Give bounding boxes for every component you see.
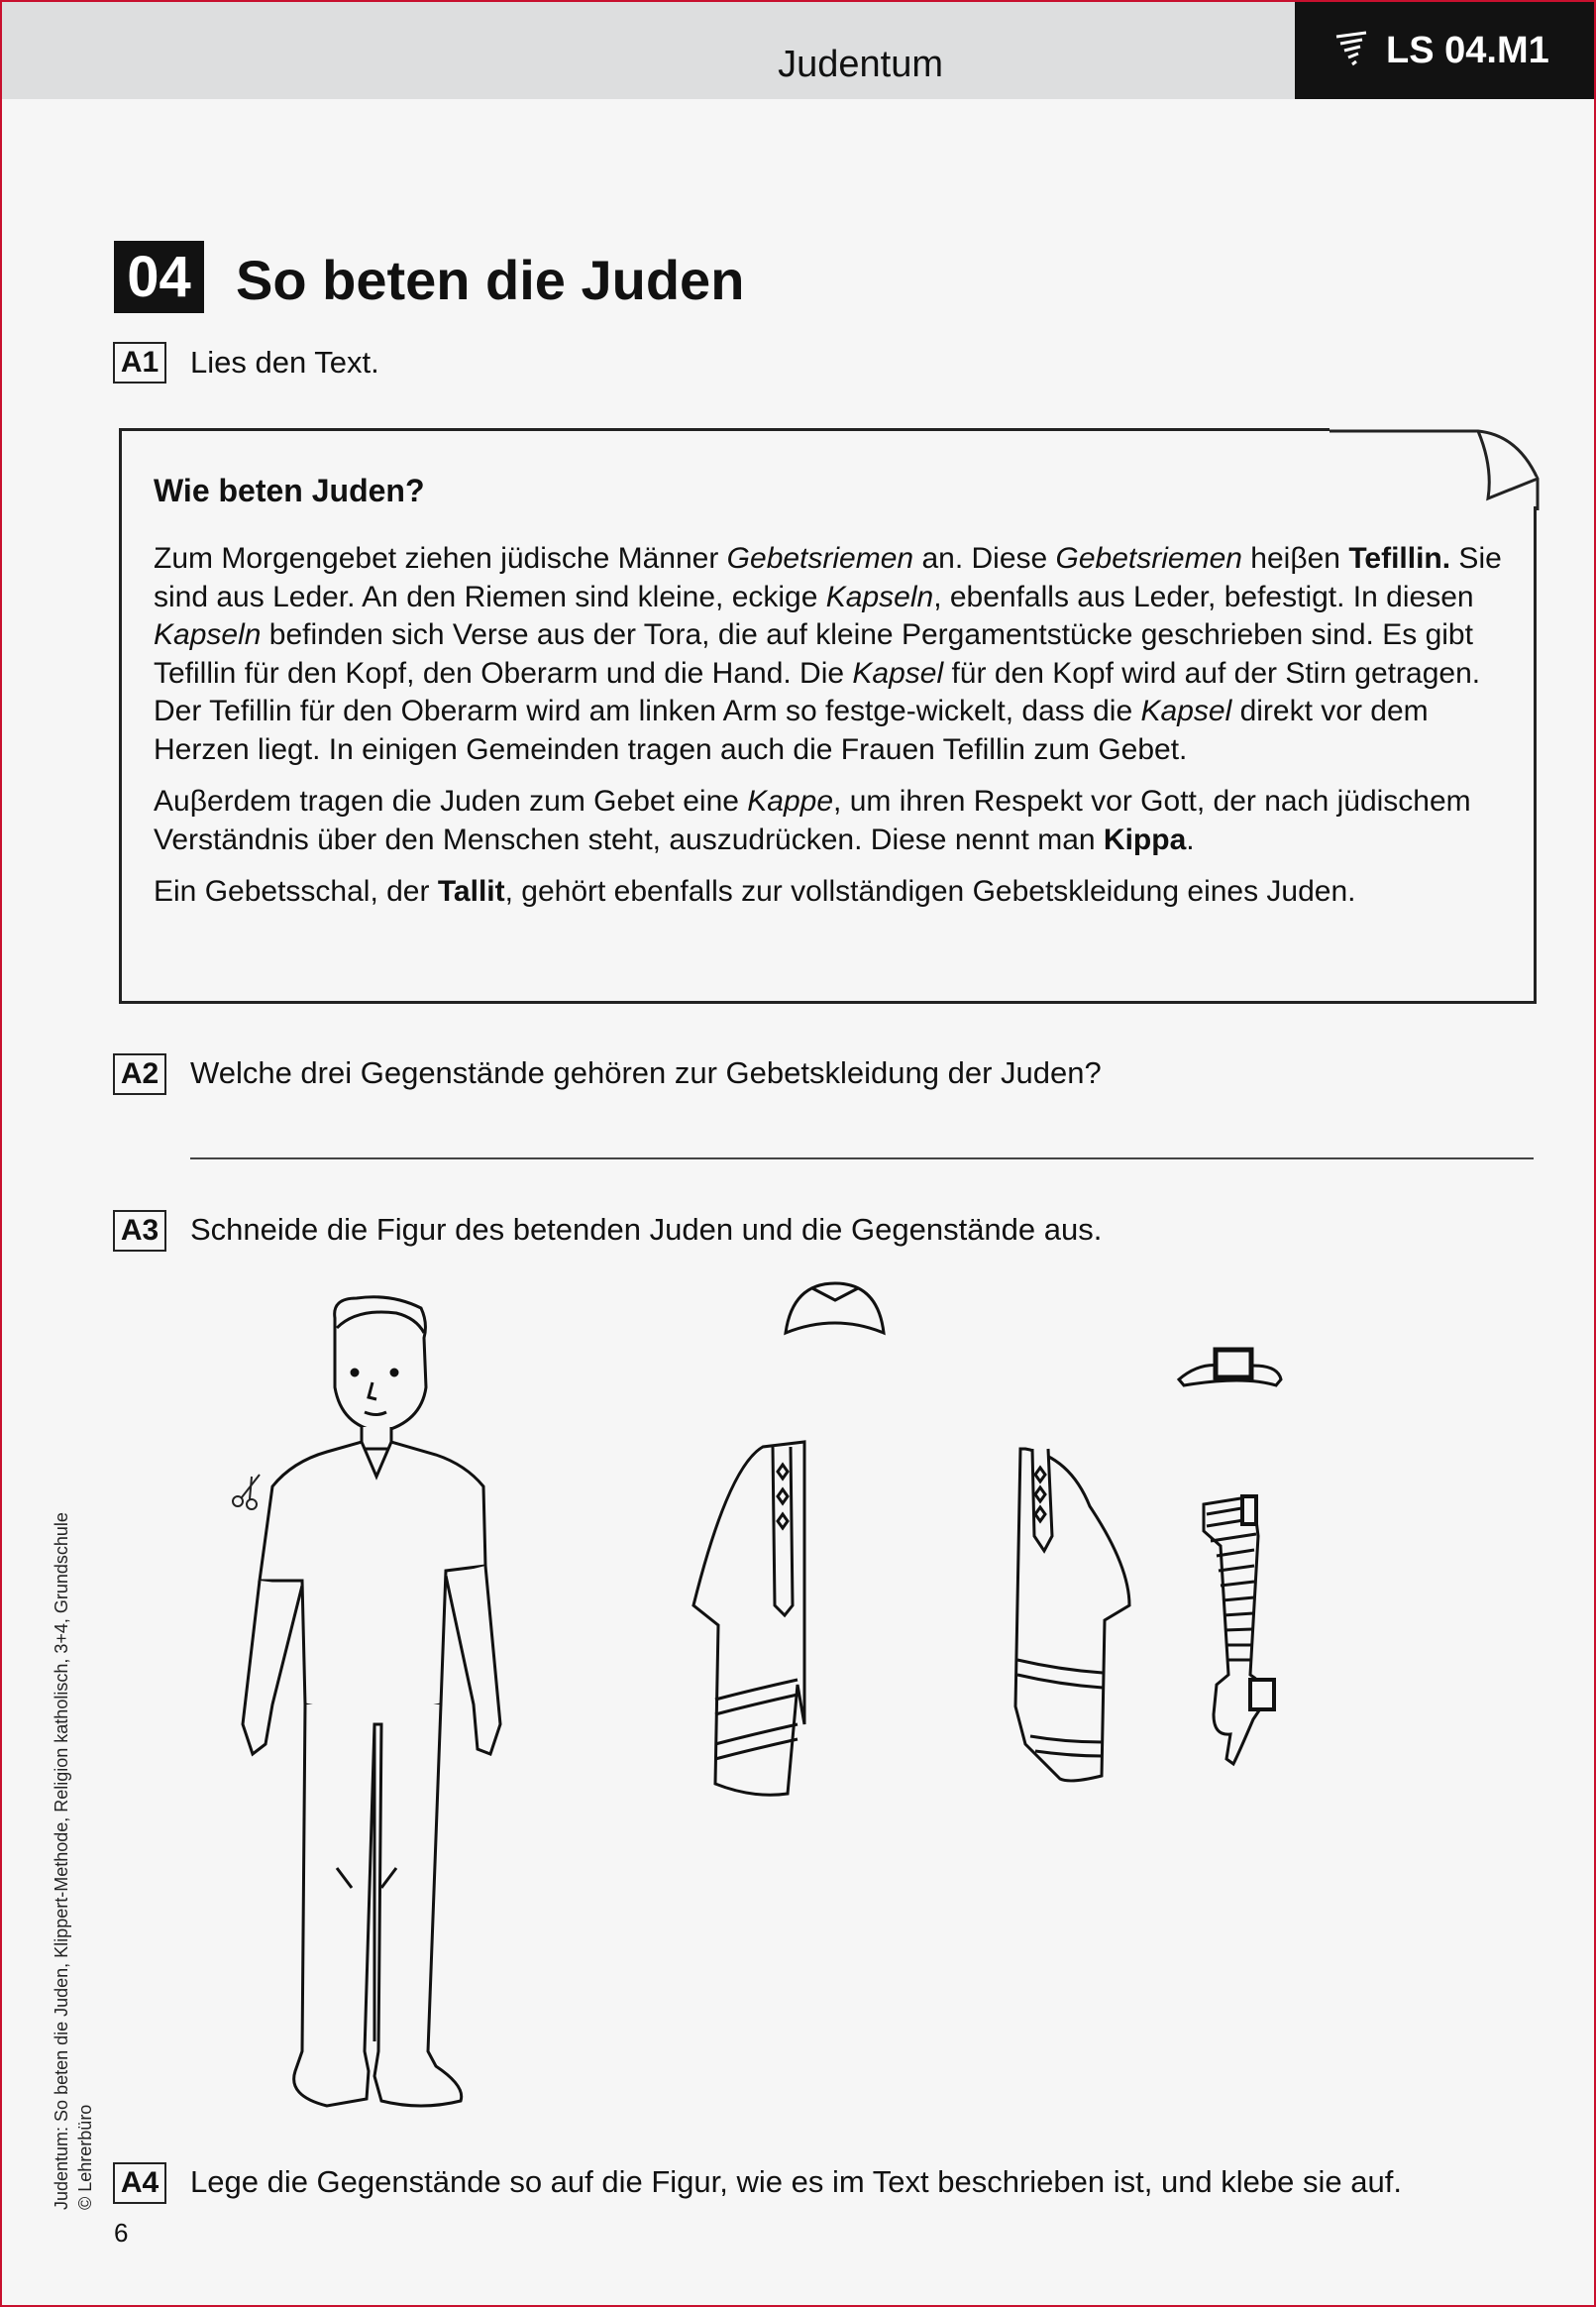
arm-tefillin-icon [1204,1496,1274,1764]
task-label-a4: A4 [113,2162,166,2204]
scissors-icon [233,1475,260,1509]
kippa-icon [786,1283,884,1333]
chapter-number: 04 [114,241,204,313]
copyright-credit [50,1512,97,2210]
credit-line-2: © Lehrerbüro [75,2104,95,2210]
page-number: 6 [114,2218,129,2248]
praying-man-figure [243,1297,500,2106]
tallit-front-icon [693,1442,804,1795]
task-label-a3: A3 [113,1210,166,1252]
header-subject: Judentum [778,44,943,85]
worksheet-code: LS 04.M1 [1386,29,1549,71]
task-text-a2: Welche drei Gegenstände gehören zur Gebetskleidung der Juden? [190,1055,1102,1090]
task-text-a3: Schneide die Figur des betenden Juden und die Gegenstände aus. [190,1212,1103,1247]
task-label-a2: A2 [113,1053,166,1095]
paragraph-kippa: Auβerdem tragen die Juden zum Gebet eine Kappe, um ihren Respekt vor Gott, der nach jüdischem Verständnis über den Menschen steht, auszudrücken. Diese nennt man Kippa. [154,785,1471,856]
task-label-a1: A1 [113,342,166,384]
tallit-back-icon [1015,1449,1129,1781]
head-tefillin-icon [1179,1350,1281,1385]
task-text-a4: Lege die Gegenstände so auf die Figur, wie es im Text beschrieben ist, und klebe sie auf. [190,2164,1402,2199]
page-title: So beten die Juden [236,249,745,311]
task-text-a1: Lies den Text. [190,345,379,380]
credit-line-1: Judentum: So beten die Juden, Klippert-Methode, Religion katholisch, 3+4, Grundschule [52,1512,71,2210]
paragraph-tefillin: Zum Morgengebet ziehen jüdische Männer Gebetsriemen an. Diese Gebetsriemen heiβen Tefillin. Sie sind aus Leder. An den Riemen sind kleine, eckige Kapseln, ebenfalls aus Leder, befestigt. In diesen Kapseln befinden sich Verse aus der Tora, die auf kleine Pergamentstücke geschrieben sind. Es gibt Tefillin für den Kopf, den Oberarm und die Hand. Die Kapsel für den Kopf wird auf der Stirn getragen. Der Tefillin für den Oberarm wird am linken Arm so festge-wickelt, dass die Kapsel direkt vor dem Herzen liegt. In einigen Gemeinden tragen auch die Frauen Tefillin zum Gebet. [154,542,1502,766]
text-heading: Wie beten Juden? [154,473,425,508]
paragraph-tallit: Ein Gebetsschal, der Tallit, gehört ebenfalls zur vollständigen Gebetskleidung eines Juden. [154,875,1356,908]
